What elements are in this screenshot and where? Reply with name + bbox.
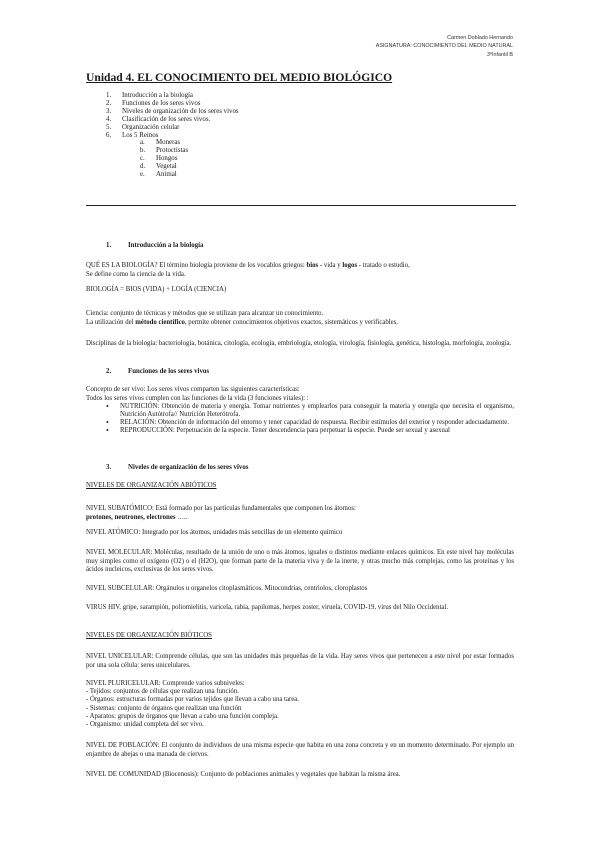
section-heading-1: 1. Introducción a la biología	[106, 242, 204, 249]
science-definition: Ciencia: conjunto de técnicas y métodos que se utilizan para alcanzar un conocimiento. La utilización del método científico, permite obtener conocimientos objetivos exactos, sistemáticos y verificables.	[86, 310, 399, 326]
toc-item: 6. Los 5 Reinos	[106, 131, 159, 139]
section-heading-2: 2. Funciones de los seres vivos	[106, 368, 210, 375]
toc-subitem: b. Protoctistas	[140, 147, 189, 155]
level-unicellular: NIVEL UNICELULAR: Comprende células, que son las unidades más pequeñas de la vida. Hay seres vivos que pertenecen a este nivel por estar formados por una sola célula: seres unicelulares.	[86, 653, 514, 669]
header-course: 3ºInfantil B	[487, 51, 513, 58]
abiotic-levels-title: NIVELES DE ORGANIZACIÓN ABIÓTICOS	[86, 482, 217, 489]
biotic-levels-title: NIVELES DE ORGANIZACIÓN BIÓTICOS	[86, 632, 212, 639]
level-population: NIVEL DE POBLACIÓN: El conjunto de individuos de una misma especie que habita en una zona concreta y en un momento determinado. Por ejemplo un enjambre de abejas o una manada de ciervos.	[86, 742, 514, 758]
list-item: • RELACIÓN: Obtención de información del entorno y tener capacidad de respuesta. Recibir estímulos del exterior y responder adecuadamente.	[106, 418, 509, 427]
living-being-concept: Concepto de ser vivo: Los seres vivos comparten las siguientes características: Todos los seres vivos cumplen con las funciones de la vida (3 funciones vitales): :	[86, 386, 309, 402]
virus-list: VIRUS HIV, gripe, sarampión, poliomielitis, varicela, rabia, papilomas, herpes zoster, viruela, COVID-19, virus del Nilo Occidental.	[86, 604, 449, 611]
page-header	[376, 34, 513, 59]
level-molecular: NIVEL MOLECULAR: Moléculas, resultado de la unión de uno o más átomos, iguales o distintos mediante enlaces químicos. En este nivel hay moléculas muy simples como el oxígeno (O2) o el (H2O), que forman parte de la materia viva y de la inerte, y otras mucho más complejas, como las proteínas y los ácidos nucleicos, exclusivas de los seres vivos.	[86, 549, 514, 574]
table-of-contents	[106, 92, 239, 179]
level-subatomic: NIVEL SUBATÓMICO: Está formado por las partículas fundamentales que componen los átomos: protones, neutrones, electrones …..	[86, 505, 356, 521]
header-author: Carmen Doblado Hernando	[447, 35, 513, 41]
page-title: Unidad 4. EL CONOCIMIENTO DEL MEDIO BIOLÓGICO	[86, 71, 393, 84]
toc-item: 4. Clasificación de los seres vivos.	[106, 115, 211, 123]
toc-item: 3. Niveles de organización de los seres vivos	[106, 107, 239, 115]
term-bios: bios	[306, 262, 319, 269]
level-multicellular: NIVEL PLURICELULAR: Comprende varios subniveles: - Tejidos: conjuntos de células que realizan una función. - Órganos: estructuras formadas por varios tejidos que llevan a cabo una tarea. - Sistemas: conjunto de órganos que realizan una función - Aparatos: grupos de órganos que llevan a cabo una función compleja. - Organismo: unidad completa del ser vivo.	[86, 680, 299, 729]
toc-subitem: c. Hongos	[140, 155, 178, 163]
divider	[86, 205, 516, 206]
toc-item: 2. Funciones de los seres vivos	[106, 99, 201, 107]
level-community: NIVEL DE COMUNIDAD (Biocenosis): Conjunto de poblaciones animales y vegetales que habitan la misma área.	[86, 771, 401, 778]
list-item: • REPRODUCCIÓN: Perpetuación de la especie. Tener descendencia para perpetuar la especie. Puede ser sexual y asexual	[106, 426, 450, 435]
term-logos: logos	[342, 262, 358, 269]
list-item: • NUTRICIÓN: Obtención de materia y energía. Tomar nutrientes y emplearlos para conseguir la materia y energía que necesita el organismo, Nutrición Autótrofa// Nutrición Heterótrofa.	[106, 402, 514, 418]
level-subcellular: NIVEL SUBCELULAR: Orgánulos u organelos citoplasmáticos. Mitocondrias, centriolos, cloroplastos	[86, 585, 368, 592]
biology-formula: BIOLOGÍA = BIOS (VIDA) + LOGÍA (CIENCIA)	[86, 286, 227, 293]
toc-subitem: d. Vegetal	[140, 163, 177, 171]
header-subject: ASIGNATURA: CONOCIMIENTO DEL MEDIO NATURAL	[375, 43, 513, 50]
level-atomic: NIVEL ATÓMICO: Integrado por los átomos, unidades más sencillas de un elemento químico	[86, 529, 343, 536]
vital-functions-list	[106, 403, 514, 435]
toc-item: 1. Introducción a la biología	[106, 92, 193, 99]
toc-item: 5. Organización celular	[106, 123, 180, 131]
toc-subitem: e. Animal	[140, 171, 177, 179]
biology-disciplines: Disciplinas de la biología: bacteriología, botánica, citología, ecología, embriología, etología, virología, fisiología, genética, histología, morfología, zoología.	[86, 340, 512, 347]
section-heading-3: 3. Niveles de organización de los seres vivos	[106, 464, 249, 471]
biology-definition: QUÉ ES LA BIOLOGÍA? El término biología proviene de los vocablos griegos: bios - vida y logos - tratado o estudio, Se define como la ciencia de la vida.	[86, 262, 410, 278]
toc-subitem: a. Moneras	[140, 139, 181, 147]
